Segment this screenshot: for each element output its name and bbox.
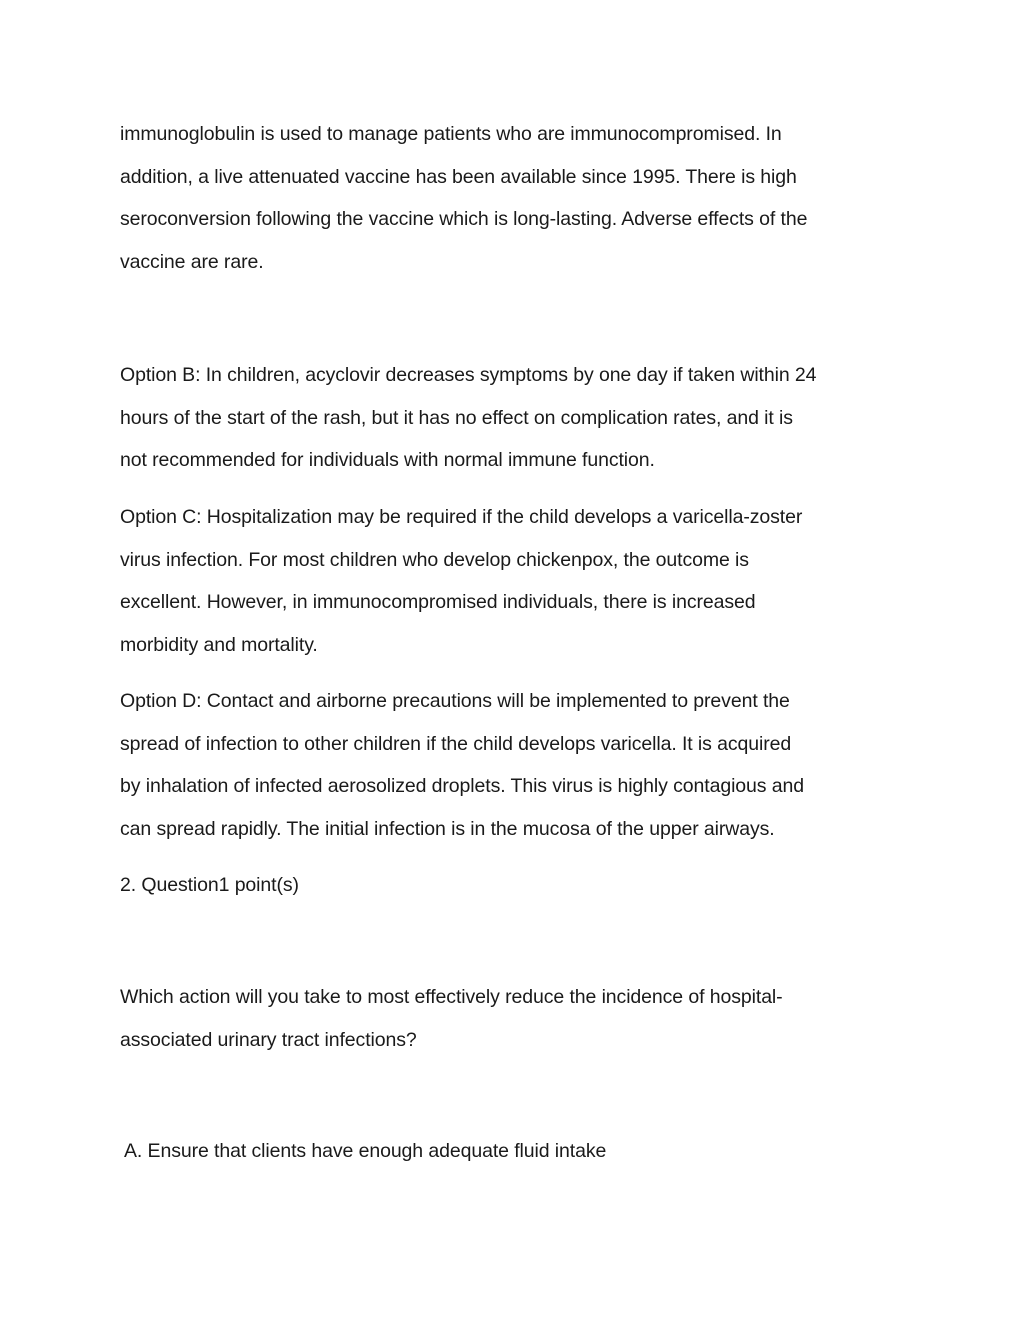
text-line: excellent. However, in immunocompromised individuals, there is increased bbox=[120, 591, 756, 614]
option-c-paragraph bbox=[120, 496, 910, 666]
intro-paragraph bbox=[120, 113, 910, 283]
text-line: Which action will you take to most effectively reduce the incidence of hospital- bbox=[120, 986, 783, 1008]
text-line: 2. Question1 point(s) bbox=[120, 874, 299, 896]
question-number-heading bbox=[120, 864, 910, 907]
text-line: immunoglobulin is used to manage patients who are immunocompromised. In bbox=[120, 123, 782, 145]
option-b-paragraph bbox=[120, 354, 910, 482]
text-line: by inhalation of infected aerosolized droplets. This virus is highly contagious and bbox=[120, 775, 804, 798]
answer-option-a bbox=[124, 1130, 914, 1173]
text-line: A. Ensure that clients have enough adequate fluid intake bbox=[124, 1140, 607, 1162]
text-line: Option B: In children, acyclovir decreases symptoms by one day if taken within 24 bbox=[120, 364, 817, 386]
text-line: seroconversion following the vaccine which is long-lasting. Adverse effects of the bbox=[120, 208, 808, 231]
text-line: spread of infection to other children if the child develops varicella. It is acquired bbox=[120, 732, 792, 755]
text-line: morbidity and mortality. bbox=[120, 633, 318, 656]
text-line: associated urinary tract infections? bbox=[120, 1028, 417, 1051]
text-line: virus infection. For most children who develop chickenpox, the outcome is bbox=[120, 548, 749, 571]
text-line: hours of the start of the rash, but it has no effect on complication rates, and it is bbox=[120, 406, 793, 429]
text-line: addition, a live attenuated vaccine has been available since 1995. There is high bbox=[120, 165, 797, 188]
question-text bbox=[120, 976, 910, 1061]
text-line: vaccine are rare. bbox=[120, 250, 264, 273]
option-d-paragraph bbox=[120, 680, 910, 850]
text-line: can spread rapidly. The initial infection is in the mucosa of the upper airways. bbox=[120, 817, 775, 840]
text-line: Option D: Contact and airborne precautions will be implemented to prevent the bbox=[120, 690, 790, 712]
text-line: not recommended for individuals with normal immune function. bbox=[120, 449, 655, 472]
text-line: Option C: Hospitalization may be required if the child develops a varicella-zoster bbox=[120, 506, 803, 528]
